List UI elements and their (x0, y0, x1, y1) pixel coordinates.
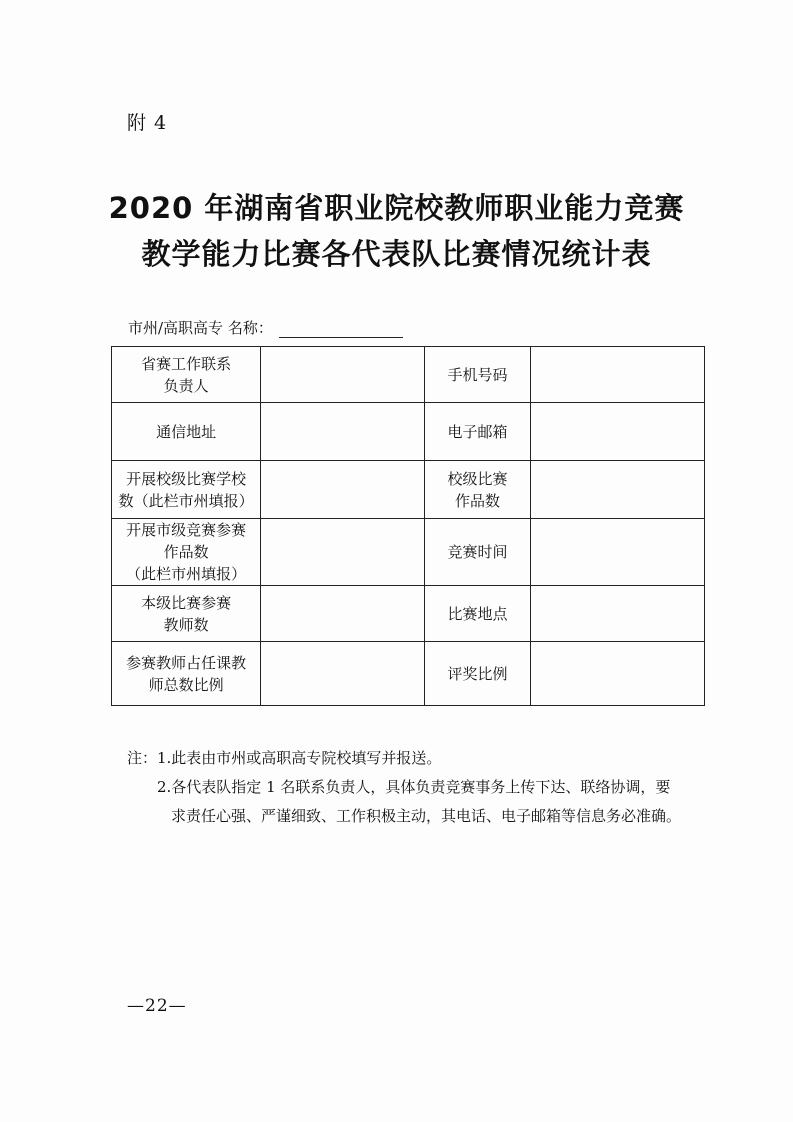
annex-label: 附 4 (127, 112, 168, 134)
table-row (112, 347, 705, 403)
document-title-line-1: 2020 年湖南省职业院校教师职业能力竞赛 (108, 191, 685, 225)
note-item-2-line-1: 2.各代表队指定 1 名联系负责人，具体负责竞赛事务上传下达、联络协调，要 (157, 778, 671, 796)
table-row (112, 519, 705, 586)
value-cell-email[interactable] (531, 403, 705, 461)
table-row (112, 642, 705, 706)
team-name-blank[interactable] (279, 323, 403, 338)
table-row (112, 461, 705, 519)
row-label-venue (424, 586, 530, 642)
cell-text: 开展市级竞赛参赛 (126, 521, 247, 539)
cell-text: （此栏市州填报） (126, 565, 247, 583)
row-label-school-works (424, 461, 530, 519)
cell-text: 校级比赛 (447, 469, 508, 488)
table-row (112, 403, 705, 461)
cell-text: 开展校级比赛学校 (126, 469, 247, 488)
document-title-line-2: 教学能力比赛各代表队比赛情况统计表 (141, 237, 652, 271)
value-cell-contact-person[interactable] (261, 347, 425, 403)
cell-text: 竞赛时间 (447, 543, 508, 561)
cell-text: 比赛地点 (447, 604, 508, 623)
row-label-teacher-ratio (112, 642, 261, 706)
note-item-1: 1.此表由市州或高职高专院校填写并报送。 (157, 749, 442, 767)
cell-text: 参赛教师占任课教 (126, 653, 247, 672)
value-cell-award-ratio[interactable] (531, 642, 705, 706)
value-cell-teacher-count[interactable] (261, 586, 425, 642)
notes-label: 注： (127, 749, 158, 767)
cell-text: 电子邮箱 (447, 422, 508, 441)
row-label-school-count (112, 461, 261, 519)
cell-text: 师总数比例 (148, 675, 224, 694)
row-label-address (112, 403, 261, 461)
value-cell-address[interactable] (261, 403, 425, 461)
row-label-competition-time (424, 519, 530, 586)
row-label-award-ratio (424, 642, 530, 706)
row-label-city-works (112, 519, 261, 586)
row-label-mobile (424, 347, 530, 403)
value-cell-school-works[interactable] (531, 461, 705, 519)
cell-text: 省赛工作联系 (141, 354, 232, 373)
value-cell-city-works[interactable] (261, 519, 425, 586)
notes-section (127, 744, 687, 831)
value-cell-venue[interactable] (531, 586, 705, 642)
team-name-line (128, 317, 403, 338)
cell-text: 负责人 (163, 376, 209, 395)
team-name-label: 市州/高职高专 名称： (128, 319, 273, 337)
page-number: —22— (127, 996, 187, 1016)
cell-text: 手机号码 (447, 365, 508, 384)
cell-text: 通信地址 (156, 422, 217, 441)
value-cell-mobile[interactable] (531, 347, 705, 403)
note-item-2-line-2: 求责任心强、严谨细致、工作积极主动，其电话、电子邮箱等信息务必准确。 (171, 807, 682, 825)
value-cell-teacher-ratio[interactable] (261, 642, 425, 706)
cell-text: 本级比赛参赛 (141, 593, 232, 612)
value-cell-school-count[interactable] (261, 461, 425, 519)
value-cell-competition-time[interactable] (531, 519, 705, 586)
table-row (112, 586, 705, 642)
cell-text: 作品数 (163, 543, 209, 561)
cell-text: 作品数 (455, 491, 501, 510)
row-label-contact-person (112, 347, 261, 403)
cell-text: 数（此栏市州填报） (118, 491, 254, 510)
cell-text: 评奖比例 (447, 664, 508, 683)
row-label-teacher-count (112, 586, 261, 642)
statistics-table (111, 346, 705, 706)
note-row-1 (127, 744, 687, 773)
cell-text: 教师数 (163, 615, 209, 634)
row-label-email (424, 403, 530, 461)
